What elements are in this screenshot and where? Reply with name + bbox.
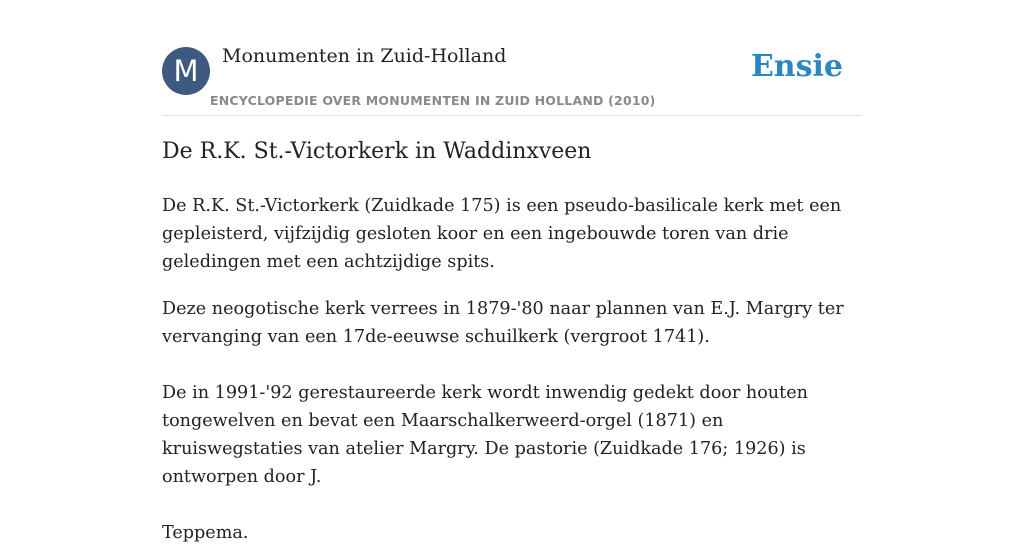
brand-logo[interactable]: Ensie — [750, 49, 843, 84]
article-paragraph: Deze neogotische kerk verrees in 1879-'80 naar plannen van E.J. Margry ter vervanging van een 17de-eeuwse schuilkerk (vergroot 1741). De in 1991-'92 gerestaureerde kerk wordt inwendig gedekt door houten tongewelven en bevat een Maarschalkerweerd-orgel (1871) en kruiswegstaties van atelier Margry. De pastorie (Zuidkade 176; 1926) is ontworpen door J. Teppema. — [162, 299, 844, 543]
article-title: De R.K. St.-Victorkerk in Waddinxveen — [162, 139, 592, 164]
source-avatar[interactable] — [162, 47, 210, 95]
source-title[interactable]: Monumenten in Zuid-Holland — [222, 45, 507, 67]
article-paragraph: De R.K. St.-Victorkerk (Zuidkade 175) is een pseudo-basilicale kerk met een gepleisterd, vijfzijdig gesloten koor en een ingebouwde toren van drie geledingen met een achtzijdige spits. — [162, 196, 842, 272]
source-subtitle: ENCYCLOPEDIE OVER MONUMENTEN IN ZUID HOLLAND (2010) — [210, 93, 656, 108]
header-divider — [162, 115, 862, 116]
avatar-letter: M — [173, 54, 199, 88]
